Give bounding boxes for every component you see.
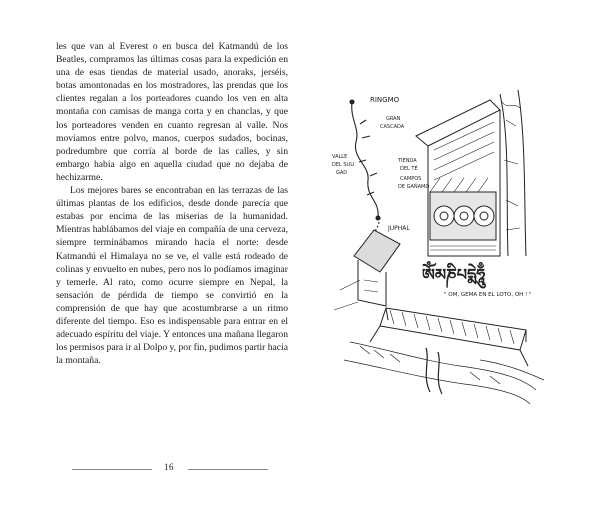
tree-trunk-sketch	[500, 90, 526, 256]
label-de-ganamo: DE GAÑAMO	[398, 184, 430, 190]
label-ringmo: RINGMO	[370, 96, 400, 104]
label-del-suli: DEL SULI	[332, 162, 355, 168]
label-valle: VALLE	[332, 154, 348, 160]
tibetan-script: ཨོཾམཎིཔདྨེཧཱུྃ	[422, 265, 486, 284]
body-text	[56, 40, 288, 367]
building-sketch	[416, 100, 500, 256]
page-footer	[56, 462, 296, 476]
label-gad: GAD	[336, 170, 348, 176]
label-tienda: TIENDA	[398, 158, 417, 164]
footer-rule-left	[72, 469, 152, 470]
mantra-caption: " OM, GEMA EN EL LOTO, OH ! "	[444, 292, 532, 298]
page-number: 16	[164, 462, 174, 472]
label-del-te: DEL TÉ	[400, 166, 418, 172]
label-gran: GRAN	[386, 116, 401, 122]
hut-sketch	[334, 230, 400, 310]
label-juphal: JUPHAL	[388, 225, 410, 232]
sketch-illustration	[330, 80, 560, 410]
label-campos: CAMPOS	[400, 176, 422, 182]
route-map	[350, 100, 380, 236]
label-cascada: CASCADA	[380, 124, 405, 130]
paragraph-2: Los mejores bares se encontraban en las terrazas de las últimas plantas de los edificios, desde donde parecía que estabas por encima de las miserias de la humanidad. Mientras hablábamos del viaje en compañía de una cerveza, siempre terminábamos mirando hacia el norte: desde Katmandú el Himalaya no se ve, el valle está rodeado de colinas y envuelto en nubes, pero nos lo podíamos imaginar y temerle. Al rato, como ocurre siempre en Nepal, la sensación de pérdida de tiempo se convirtió en la comprensión de que hay que acostumbrarse a un ritmo diferente del tiempo. Eso es indispensable para entrar en el adecuado espíritu del viaje. Y entonces una mañana llegaron los permisos para ir al Dolpo y, por fin, pudimos partir hacia la montaña.	[56, 185, 288, 367]
footer-rule-right	[188, 469, 268, 470]
river-rocks-sketch	[344, 342, 544, 404]
paragraph-1: les que van al Everest o en busca del Katmandú de los Beatles, compramos las últimas cosas para la expedición en una de esas tiendas de material usado, anoraks, jerséis, botas amontonadas en los mostradores, las prendas que los clientes regalan a los porteadores cuando los ven en alta montaña con camisas de manga corta y en chanclas, y que los porteadores venden en cuanto regresan al valle. Nos movíamos entre polvo, manos, cuerpos sudados, bocinas, podredumbre que corría al borde de las calles, y sin embargo había algo en aquella ciudad que no dejaba de hechizarme.	[56, 41, 288, 183]
